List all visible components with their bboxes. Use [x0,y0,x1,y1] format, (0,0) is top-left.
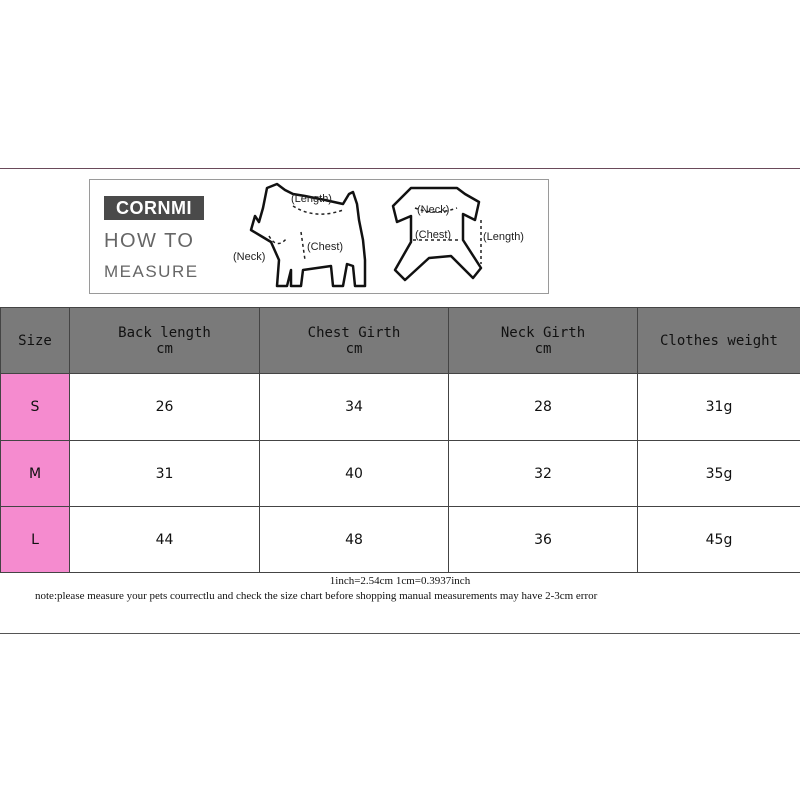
dog-chest-line [301,232,305,260]
dog-length-label: (Length) [291,193,332,205]
size-label: M [28,465,42,482]
table-cell [259,506,449,573]
clothes-weight-value: 31g [705,399,733,415]
header-size-label: Size [18,332,52,349]
neck-girth-value: 36 [534,531,552,548]
table-row-size [0,373,70,441]
neck-girth-value: 32 [534,465,552,482]
header-size [0,307,70,374]
table-cell [448,506,638,573]
header-chest-girth-unit: cm [345,340,363,357]
garment-chest-label: (Chest) [415,229,452,241]
header-neck-girth [448,307,638,374]
how-to-title-line1: HOW TO [104,230,195,252]
bottom-divider [0,633,800,634]
garment-neck-label: (Neck) [417,204,450,216]
chest-girth-value: 48 [345,531,363,548]
table-cell [448,373,638,441]
table-cell [69,440,260,507]
unit-conversion-text: 1inch=2.54cm 1cm=0.3937inch [329,575,471,587]
table-row-size [0,440,70,507]
brand-logo: CORNMI [104,196,204,220]
dog-chest-label: (Chest) [307,241,344,253]
dog-length-line [293,206,343,214]
header-back-length [69,307,260,374]
table-cell [637,373,800,441]
header-chest-girth-label: Chest Girth [307,324,401,341]
size-chart-table [0,307,800,573]
table-cell [69,506,260,573]
garment-length-label: (Length) [483,231,524,243]
header-neck-girth-unit: cm [534,340,552,357]
how-to-title-line2: MEASURE [104,262,199,281]
header-back-length-label: Back length [118,324,211,341]
neck-girth-value: 28 [534,399,552,415]
back-length-value: 44 [155,531,174,548]
clothes-weight-value: 45g [705,531,733,548]
table-cell [69,373,260,441]
table-cell [259,440,449,507]
size-label: L [31,531,39,548]
back-length-value: 26 [155,399,174,415]
table-cell [637,506,800,573]
header-clothes-weight [637,307,800,374]
dog-neck-label: (Neck) [233,251,266,263]
table-cell [259,373,449,441]
header-back-length-unit: cm [156,340,173,357]
top-divider [0,168,800,169]
header-chest-girth [259,307,449,374]
table-row-size [0,506,70,573]
table-cell [448,440,638,507]
back-length-value: 31 [155,465,174,482]
header-clothes-weight-label: Clothes weight [659,332,778,349]
how-to-measure-panel [89,179,549,294]
chest-girth-value: 34 [345,399,363,415]
chest-girth-value: 40 [345,465,363,482]
measurement-note: note:please measure your pets courrectlu and check the size chart before shopping manual measurements may have 2-3cm error [35,590,598,602]
measurement-diagram [225,180,547,293]
size-label: S [30,399,40,415]
header-neck-girth-label: Neck Girth [500,324,586,341]
table-cell [637,440,800,507]
clothes-weight-value: 35g [705,465,733,482]
